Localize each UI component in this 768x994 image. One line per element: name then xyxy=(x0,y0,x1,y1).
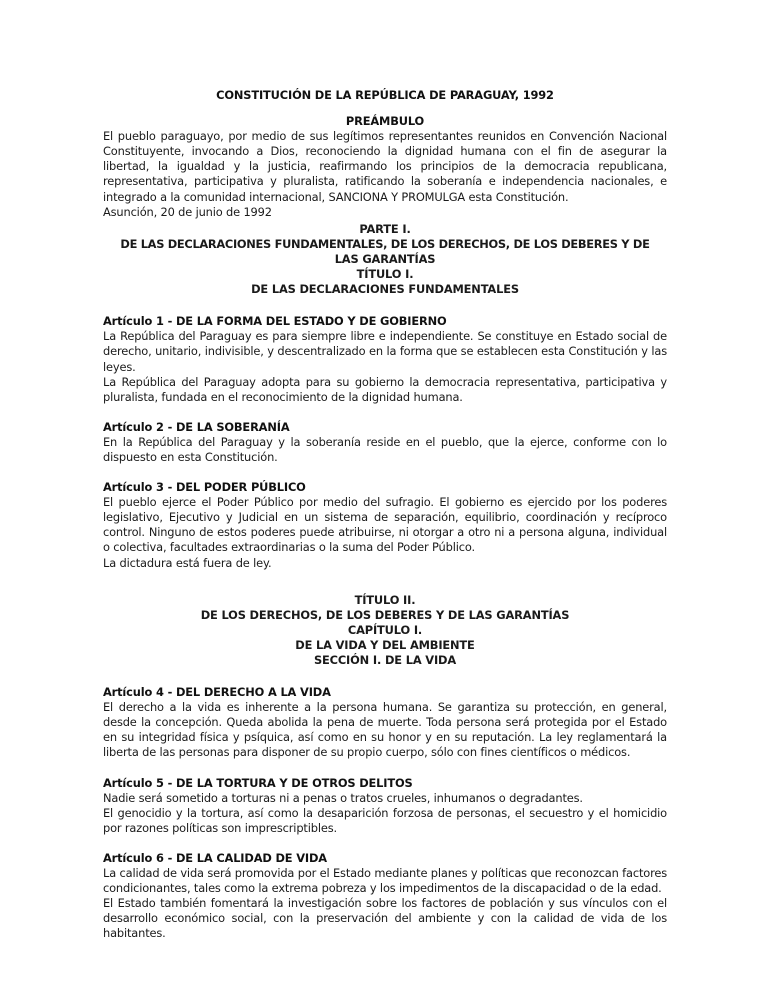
article-title: Artículo 5 - DE LA TORTURA Y DE OTROS DELITOS xyxy=(103,775,413,790)
chapter-1-label: CAPÍTULO I. xyxy=(347,622,423,637)
preamble-date: Asunción, 20 de junio de 1992 xyxy=(103,204,272,219)
title-2-name: DE LOS DERECHOS, DE LOS DEBERES Y DE LAS GARANTÍAS xyxy=(200,607,570,622)
article-paragraph: La dictadura está fuera de ley. xyxy=(103,555,272,570)
article-paragraph: Nadie será sometido a torturas ni a penas o tratos crueles, inhumanos o degradantes. xyxy=(103,790,583,805)
title-1-name: DE LAS DECLARACIONES FUNDAMENTALES xyxy=(251,282,519,297)
article-paragraph: La calidad de vida será promovida por el Estado mediante planes y políticas que reconozcan factores condicionantes, tales como la extrema pobreza y los impedimentos de la discapacidad o de la edad. xyxy=(103,866,668,896)
article-paragraph: El pueblo ejerce el Poder Público por medio del sufragio. El gobierno es ejercido por los poderes legislativo, Ejecutivo y Judicial en un sistema de separación, equilibrio, coordinación y recíproco control. Ninguno de estos poderes puede atribuirse, ni otorgar a otro ni a persona alguna, individual o colectiva, facultades extraordinarias o la suma del Poder Público. xyxy=(103,495,667,555)
title-1-label: TÍTULO I. xyxy=(356,267,414,282)
section-1-name: SECCIÓN I. DE LA VIDA xyxy=(313,653,457,667)
article-1 xyxy=(103,314,667,405)
document-page xyxy=(103,88,667,942)
article-paragraph: En la República del Paraguay y la soberanía reside en el pueblo, que la ejerce, conforme con lo dispuesto en esta Constitución. xyxy=(103,434,667,464)
document-title: CONSTITUCIÓN DE LA REPÚBLICA DE PARAGUAY, 1992 xyxy=(216,88,554,102)
article-paragraph: El genocidio y la tortura, así como la desaparición forzosa de personas, el secuestro y el homicidio por razones políticas son imprescriptibles. xyxy=(103,805,667,835)
preamble-heading: PREÁMBULO xyxy=(345,114,425,129)
article-title: Artículo 4 - DEL DERECHO A LA VIDA xyxy=(103,685,331,700)
article-6 xyxy=(103,851,667,942)
article-title: Artículo 2 - DE LA SOBERANÍA xyxy=(103,419,290,434)
article-5 xyxy=(103,776,667,836)
part-name-line-2: LAS GARANTÍAS xyxy=(334,251,436,266)
title-2-heading xyxy=(103,593,667,668)
preamble-text: El pueblo paraguayo, por medio de sus legítimos representantes reunidos en Convención Nacional Constituyente, invocando a Dios, reconociendo la dignidad humana con el fin de asegurar la libertad, la igualdad y la justicia, reafirmando los principios de la democracia republicana, representativa, participativa y pluralista, ratificando la soberanía e independencia nacionales, e integrado a la comunidad internacional, SANCIONA Y PROMULGA esta Constitución. xyxy=(103,129,667,204)
part-label: PARTE I. xyxy=(359,221,411,236)
article-paragraph: El derecho a la vida es inherente a la persona humana. Se garantiza su protección, en general, desde la concepción. Queda abolida la pena de muerte. Toda persona será protegida por el Estado en su integridad física y psíquica, así como en su honor y en su reputación. La ley reglamentará la liberta de las personas para disponer de su propio cuerpo, sólo con fines científicos o médicos. xyxy=(103,700,667,760)
spacer xyxy=(103,571,667,593)
part-1-heading xyxy=(103,222,667,297)
article-title: Artículo 6 - DE LA CALIDAD DE VIDA xyxy=(103,850,327,865)
article-paragraph: El Estado también fomentará la investigación sobre los factores de población y sus vínculos con el desarrollo económico social, con la preservación del ambiente y con la calidad de vida de los habitantes. xyxy=(103,896,667,941)
article-3 xyxy=(103,480,667,571)
article-2 xyxy=(103,420,667,465)
article-4 xyxy=(103,685,667,760)
article-paragraph: La República del Paraguay adopta para su gobierno la democracia representativa, participativa y pluralista, fundada en el reconocimiento de la dignidad humana. xyxy=(103,374,667,404)
article-title: Artículo 1 - DE LA FORMA DEL ESTADO Y DE GOBIERNO xyxy=(103,314,447,329)
article-paragraph: La República del Paraguay es para siempre libre e independiente. Se constituye en Estado social de derecho, unitario, indivisible, y descentralizado en la forma que se establecen esta Constitución y las leyes. xyxy=(103,329,667,374)
part-name-line-1: DE LAS DECLARACIONES FUNDAMENTALES, DE LOS DERECHOS, DE LOS DEBERES Y DE xyxy=(120,236,650,251)
chapter-1-name: DE LA VIDA Y DEL AMBIENTE xyxy=(295,637,475,652)
title-2-label: TÍTULO II. xyxy=(354,592,416,607)
article-title: Artículo 3 - DEL PODER PÚBLICO xyxy=(103,480,306,495)
